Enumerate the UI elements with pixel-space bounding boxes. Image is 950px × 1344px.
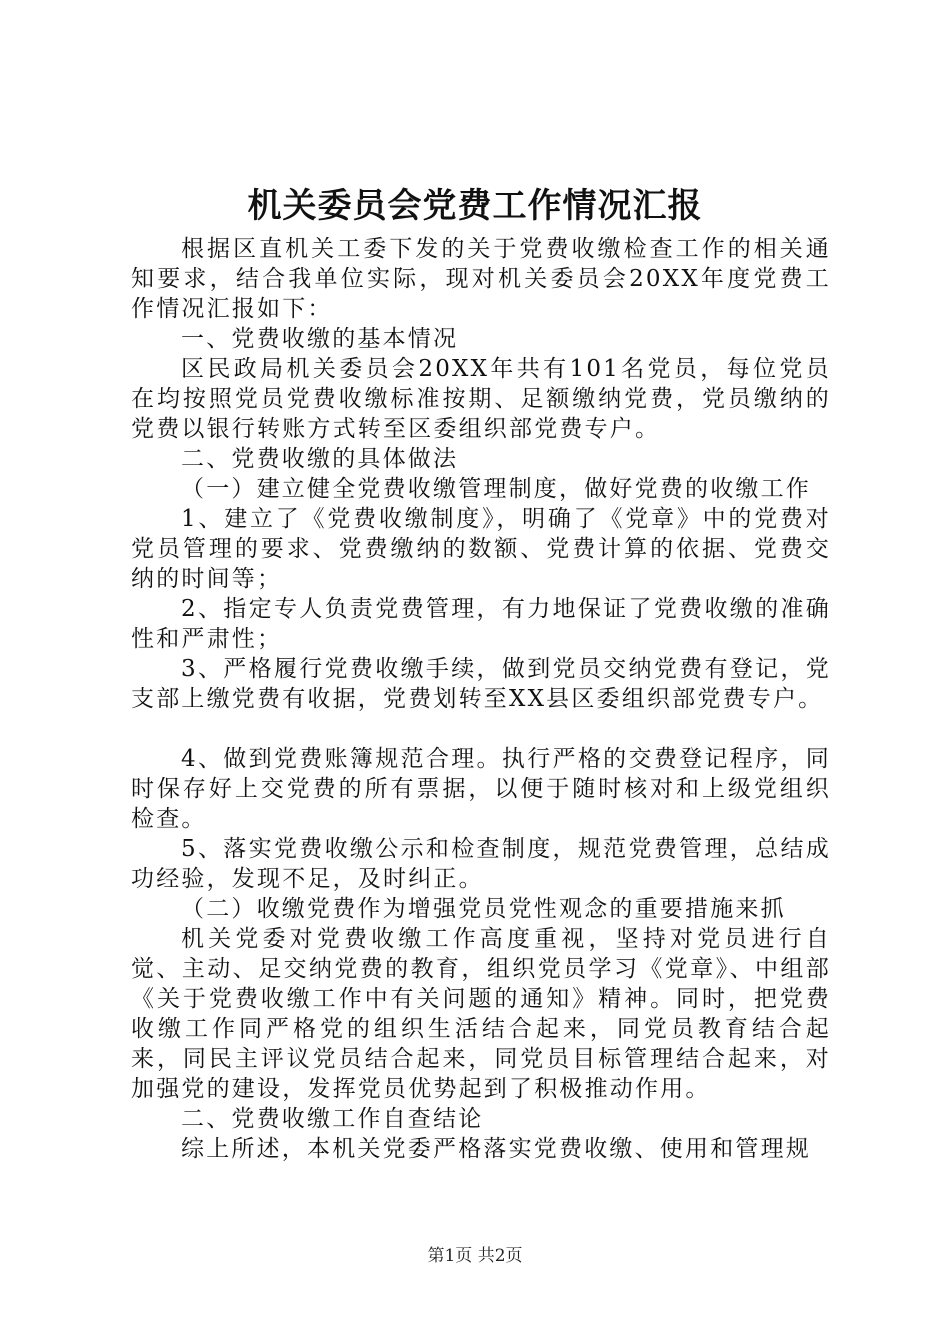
basic-situation-paragraph: 区民政局机关委员会20XX年共有101名党员，每位党员在均按照党员党费收缴标准按期、足额缴纳党费，党员缴纳的党费以银行转账方式转至区委组织部党费专户。 xyxy=(131,356,831,442)
item-5-paragraph: 5、落实党费收缴公示和检查制度，规范党费管理，总结成功经验，发现不足，及时纠正。 xyxy=(131,836,831,892)
page-number-footer: 第1页 共2页 xyxy=(427,1246,523,1266)
item-4-paragraph: 4、做到党费账簿规范合理。执行严格的交费登记程序，同时保存好上交党费的所有票据，以便于随时核对和上级党组织检查。 xyxy=(131,746,831,832)
subsection-heading-2: （二）收缴党费作为增强党员党性观念的重要措施来抓 xyxy=(181,896,786,922)
committee-emphasis-paragraph: 机关党委对党费收缴工作高度重视，坚持对党员进行自觉、主动、足交纳党费的教育，组织党员学习《党章》、中组部《关于党费收缴工作中有关问题的通知》精神。同时，把党费收缴工作同严格党的组织生活结合起来，同党员教育结合起来，同民主评议党员结合起来，同党员目标管理结合起来，对加强党的建设，发挥党员优势起到了积极推动作用。 xyxy=(131,926,831,1102)
document-body xyxy=(131,234,831,1164)
subsection-heading-1: （一）建立健全党费收缴管理制度，做好党费的收缴工作 xyxy=(181,476,811,502)
section-heading-3: 二、党费收缴工作自查结论 xyxy=(181,1106,484,1132)
conclusion-paragraph: 综上所述，本机关党委严格落实党费收缴、使用和管理规 xyxy=(181,1136,811,1162)
section-heading-2: 二、党费收缴的具体做法 xyxy=(181,446,459,472)
item-3-paragraph: 3、严格履行党费收缴手续，做到党员交纳党费有登记，党支部上缴党费有收据，党费划转至XX县区委组织部党费专户。 xyxy=(131,656,831,712)
intro-paragraph: 根据区直机关工委下发的关于党费收缴检查工作的相关通知要求，结合我单位实际，现对机关委员会20XX年度党费工作情况汇报如下： xyxy=(131,236,831,322)
item-1-paragraph: 1、建立了《党费收缴制度》，明确了《党章》中的党费对党员管理的要求、党费缴纳的数额、党费计算的依据、党费交纳的时间等； xyxy=(131,506,831,592)
item-2-paragraph: 2、指定专人负责党费管理，有力地保证了党费收缴的准确性和严肃性； xyxy=(131,596,831,652)
document-title: 机关委员会党费工作情况汇报 xyxy=(247,186,703,226)
section-heading-1: 一、党费收缴的基本情况 xyxy=(181,326,459,352)
